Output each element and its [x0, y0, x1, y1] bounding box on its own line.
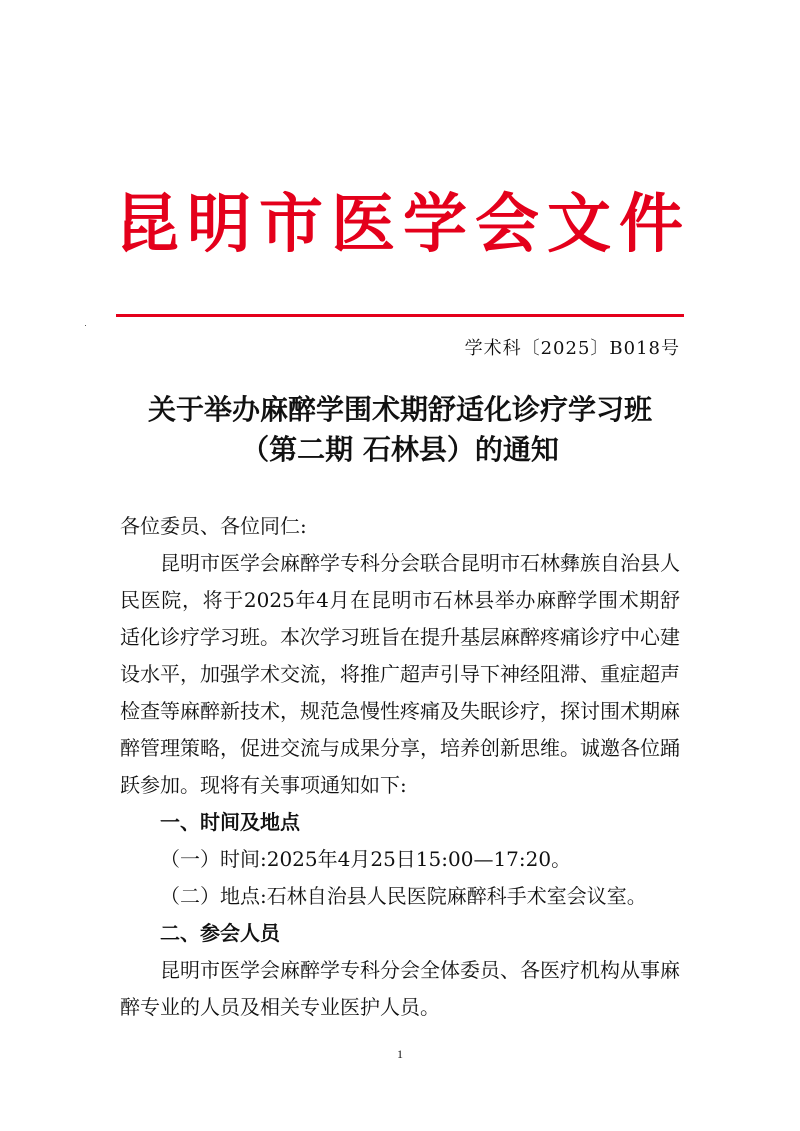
intro-paragraph: 昆明市医学会麻醉学专科分会联合昆明市石林彝族自治县人民医院，将于2025年4月在昆明市石林县举办麻醉学围术期舒适化诊疗学习班。本次学习班旨在提升基层麻醉疼痛诊疗中心建设水平，加强学术交流，将推广超声引导下神经阻滞、重症超声检查等麻醉新技术，规范急慢性疼痛及失眠诊疗，探讨围术期麻醉管理策略，促进交流与成果分享，培养创新思维。诚邀各位踊跃参加。现将有关事项通知如下:: [120, 551, 680, 797]
place-item: （二）地点:石林自治县人民医院麻醉科手术室会议室。: [160, 884, 647, 908]
notice-body: [120, 508, 680, 1026]
salutation: 各位委员、各位同仁:: [120, 514, 307, 538]
red-divider-line: [116, 314, 684, 317]
page-number: 1: [397, 1047, 403, 1061]
section-heading-time-place: 一、时间及地点: [160, 810, 300, 834]
time-item: （一）时间:2025年4月25日15:00—17:20。: [160, 847, 572, 871]
masthead-title: 昆明市医学会文件: [115, 188, 685, 262]
section-heading-attendees: 二、参会人员: [160, 921, 280, 945]
notice-title-line-2: （第二期 石林县）的通知: [241, 433, 559, 466]
attendees-paragraph: 昆明市医学会麻醉学专科分会全体委员、各医疗机构从事麻醉专业的人员及相关专业医护人员。: [120, 958, 680, 1019]
document-number: 学术科〔2025〕B018号: [464, 338, 680, 359]
stray-dot-mark: [85, 325, 86, 326]
notice-title-line-1: 关于举办麻醉学围术期舒适化诊疗学习班: [147, 393, 652, 426]
